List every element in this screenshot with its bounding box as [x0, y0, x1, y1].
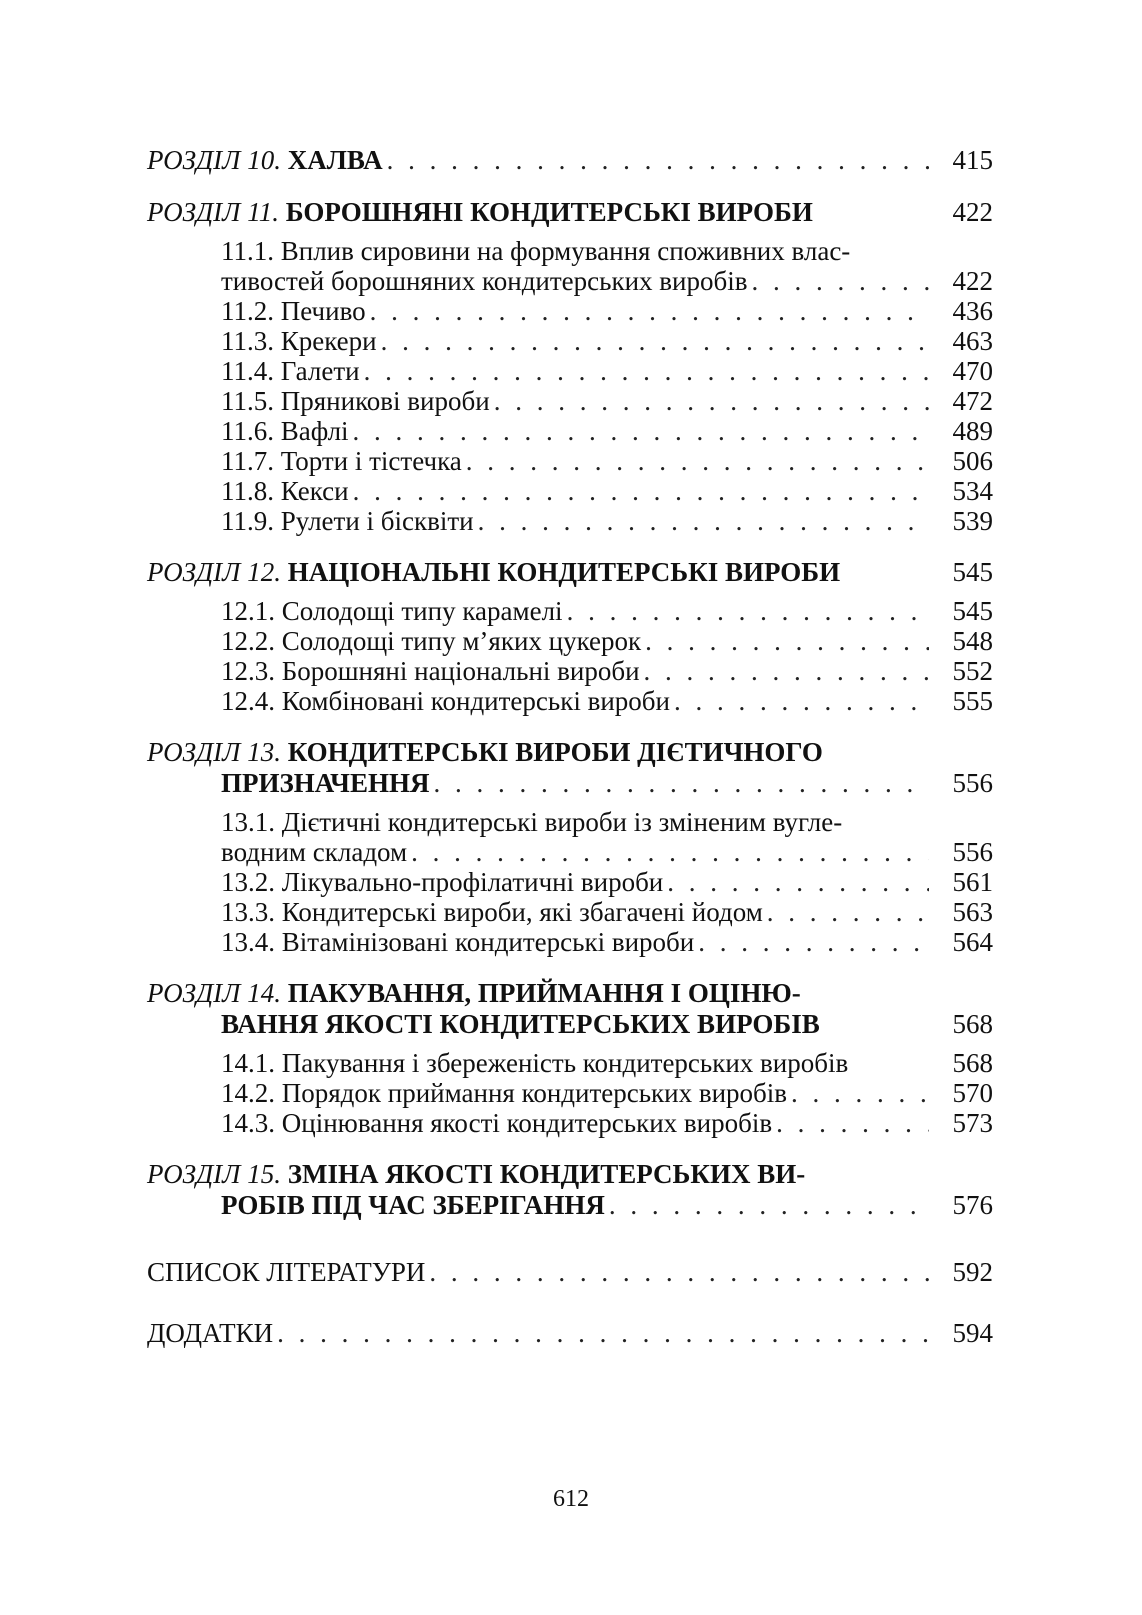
toc-item[interactable] [147, 807, 993, 867]
toc-section-11[interactable] [147, 197, 993, 228]
item-label: 11.2. Печиво [221, 296, 366, 326]
leader-dots [433, 768, 929, 799]
item-label: 13.3. Кондитерські вироби, які збагачені йодом [221, 897, 763, 927]
item-label: 12.2. Солодощі типу м’яких цукерок [221, 626, 642, 656]
item-page: 472 [952, 386, 993, 416]
leader-dots [353, 476, 929, 506]
leader-dots [791, 1078, 929, 1108]
item-label: 14.1. Пакування і збереженість кондитерських виробів [221, 1048, 849, 1078]
item-page: 422 [952, 266, 993, 296]
subsection-list-13 [147, 807, 993, 957]
section-page: 415 [952, 145, 993, 175]
toc-item[interactable] [147, 506, 993, 536]
toc-item[interactable] [147, 867, 993, 897]
item-label: 11.3. Крекери [221, 326, 377, 356]
section-page: 545 [952, 557, 993, 587]
toc-item[interactable] [147, 356, 993, 386]
toc-item[interactable] [147, 236, 993, 296]
item-label: 11.9. Рулети і бісквіти [221, 506, 474, 536]
item-page: 561 [952, 867, 993, 897]
item-label: 13.1. Дієтичні кондитерські вироби із зміненим вугле- [221, 807, 843, 837]
section-page: 422 [952, 197, 993, 227]
back-matter-page: 594 [952, 1318, 993, 1348]
section-prefix: РОЗДІЛ 11. [147, 197, 279, 227]
leader-dots [674, 686, 929, 716]
toc-item[interactable] [147, 416, 993, 446]
item-label: 12.3. Борошняні національні вироби [221, 656, 640, 686]
toc-appendices[interactable] [147, 1318, 993, 1349]
item-label: 13.4. Вітамінізовані кондитерські вироби [221, 927, 695, 957]
item-page: 548 [952, 626, 993, 656]
section-page: 556 [952, 768, 993, 798]
back-matter-title: СПИСОК ЛІТЕРАТУРИ [147, 1257, 426, 1287]
toc-item[interactable] [147, 476, 993, 506]
toc-section-15[interactable] [147, 1159, 993, 1221]
section-page: 568 [952, 1009, 993, 1039]
item-label: 11.8. Кекси [221, 476, 349, 506]
toc-bibliography[interactable] [147, 1257, 993, 1288]
item-page: 545 [952, 596, 993, 626]
item-label: 11.7. Торти і тістечка [221, 446, 462, 476]
item-page: 556 [952, 837, 993, 867]
table-of-contents [147, 145, 993, 1349]
leader-dots [277, 1318, 929, 1349]
item-label: 14.2. Порядок приймання кондитерських виробів [221, 1078, 788, 1108]
item-label: 11.6. Вафлі [221, 416, 349, 446]
item-page: 534 [952, 476, 993, 506]
leader-dots [609, 1190, 929, 1221]
toc-item[interactable] [147, 897, 993, 927]
section-title: ЗМІНА ЯКОСТІ КОНДИТЕРСЬКИХ ВИ- [287, 1159, 806, 1189]
toc-item[interactable] [147, 296, 993, 326]
section-prefix: РОЗДІЛ 15. [147, 1159, 281, 1189]
section-prefix: РОЗДІЛ 12. [147, 557, 281, 587]
leader-dots [364, 356, 929, 386]
item-page: 573 [952, 1108, 993, 1138]
toc-item[interactable] [147, 386, 993, 416]
toc-item[interactable] [147, 927, 993, 957]
leader-dots [466, 446, 929, 476]
toc-item[interactable] [147, 656, 993, 686]
section-title: КОНДИТЕРСЬКІ ВИРОБИ ДІЄТИЧНОГО [287, 737, 823, 767]
section-title: БОРОШНЯНІ КОНДИТЕРСЬКІ ВИРОБИ [285, 197, 813, 227]
subsection-list-14 [147, 1048, 993, 1138]
toc-item[interactable] [147, 446, 993, 476]
section-title-cont: ПРИЗНАЧЕННЯ [221, 768, 430, 798]
toc-section-12[interactable] [147, 557, 993, 588]
leader-dots [751, 266, 929, 296]
toc-item[interactable] [147, 1078, 993, 1108]
section-title-cont: ВАННЯ ЯКОСТІ КОНДИТЕРСЬКИХ ВИРОБІВ [221, 1009, 820, 1039]
section-prefix: РОЗДІЛ 10. [147, 145, 281, 175]
item-page: 463 [952, 326, 993, 356]
toc-item[interactable] [147, 626, 993, 656]
toc-item[interactable] [147, 686, 993, 716]
leader-dots [644, 656, 929, 686]
leader-dots [567, 596, 929, 626]
leader-dots [381, 326, 929, 356]
subsection-list-11 [147, 236, 993, 536]
leader-dots [667, 867, 929, 897]
section-prefix: РОЗДІЛ 14. [147, 978, 281, 1008]
toc-section-10[interactable] [147, 145, 993, 176]
leader-dots [429, 1257, 929, 1288]
back-matter-title: ДОДАТКИ [147, 1318, 274, 1348]
leader-dots [411, 837, 929, 867]
page-number: 612 [553, 1486, 589, 1512]
toc-section-14[interactable] [147, 978, 993, 1040]
section-title-cont: РОБІВ ПІД ЧАС ЗБЕРІГАННЯ [221, 1190, 605, 1220]
toc-item[interactable] [147, 1108, 993, 1138]
item-page: 570 [952, 1078, 993, 1108]
section-prefix: РОЗДІЛ 13. [147, 737, 281, 767]
item-label: 11.1. Вплив сировини на формування споживних влас- [221, 236, 851, 266]
leader-dots [353, 416, 929, 446]
subsection-list-12 [147, 596, 993, 716]
section-page: 576 [952, 1190, 993, 1220]
section-title: ПАКУВАННЯ, ПРИЙМАННЯ І ОЦІНЮ- [287, 978, 801, 1008]
item-label: 11.4. Галети [221, 356, 360, 386]
leader-dots [645, 626, 929, 656]
item-page: 506 [952, 446, 993, 476]
toc-item[interactable] [147, 326, 993, 356]
leader-dots [776, 1108, 929, 1138]
leader-dots [767, 897, 929, 927]
toc-item[interactable] [147, 1048, 993, 1078]
item-page: 563 [952, 897, 993, 927]
section-title: ХАЛВА [287, 145, 383, 175]
item-page: 539 [952, 506, 993, 536]
item-label-cont: водним складом [221, 837, 408, 867]
leader-dots [698, 927, 929, 957]
item-page: 470 [952, 356, 993, 386]
item-page: 436 [952, 296, 993, 326]
item-label: 12.1. Солодощі типу карамелі [221, 596, 563, 626]
item-label: 13.2. Лікувально-профілатичні вироби [221, 867, 664, 897]
toc-section-13[interactable] [147, 737, 993, 799]
item-page: 555 [952, 686, 993, 716]
leader-dots [387, 145, 929, 176]
item-label: 11.5. Пряникові вироби [221, 386, 490, 416]
item-page: 568 [952, 1048, 993, 1078]
section-title: НАЦІОНАЛЬНІ КОНДИТЕРСЬКІ ВИРОБИ [287, 557, 841, 587]
item-label-cont: тивостей борошняних кондитерських виробів [221, 266, 748, 296]
item-label: 14.3. Оцінювання якості кондитерських виробів [221, 1108, 773, 1138]
item-page: 564 [952, 927, 993, 957]
item-label: 12.4. Комбіновані кондитерські вироби [221, 686, 670, 716]
toc-item[interactable] [147, 596, 993, 626]
leader-dots [478, 506, 929, 536]
back-matter-page: 592 [952, 1257, 993, 1287]
leader-dots [494, 386, 929, 416]
item-page: 552 [952, 656, 993, 686]
item-page: 489 [952, 416, 993, 446]
leader-dots [370, 296, 929, 326]
